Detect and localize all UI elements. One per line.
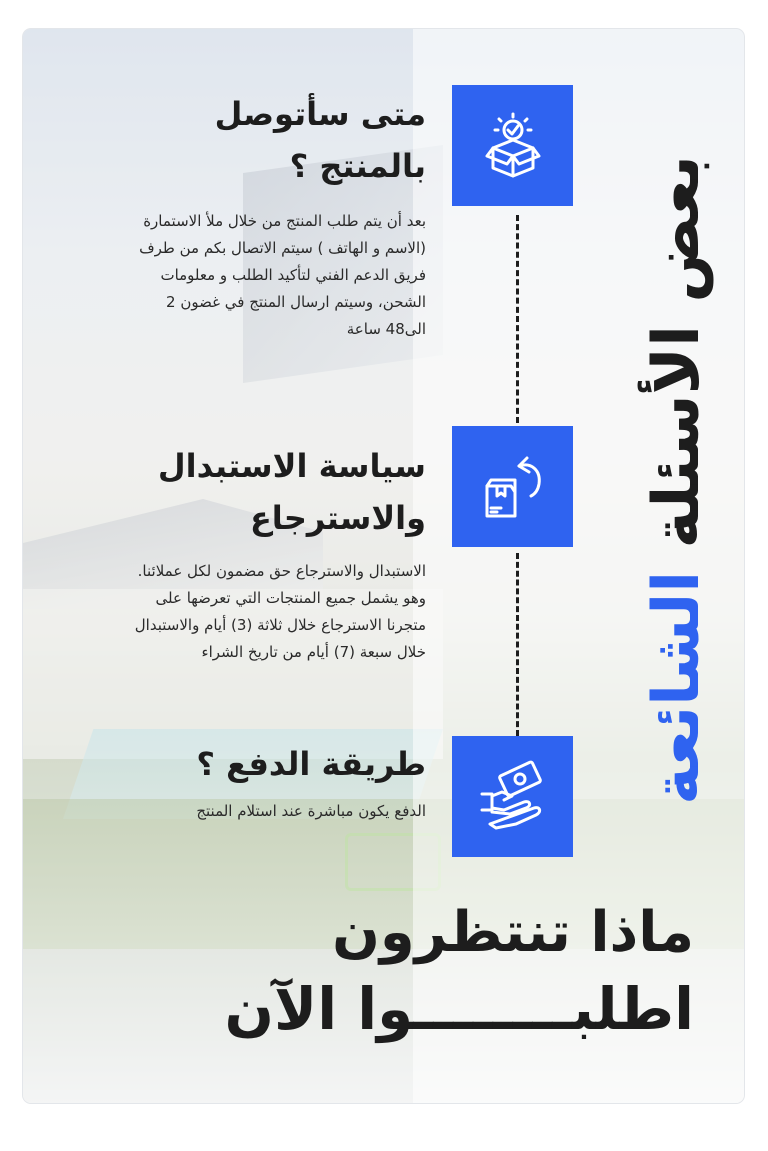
faq-body-line: الى48 ساعة (346, 320, 426, 338)
vertical-title-part2: الشائعة (640, 570, 714, 805)
icon-box-delivery (452, 85, 573, 206)
faq-body-line: فريق الدعم الفني لتأكيد الطلب و معلومات (160, 266, 426, 284)
cta-line-1: ماذا تنتظرون (332, 900, 694, 965)
cta-text (30, 900, 694, 1044)
faq-body-line: الدفع يكون مباشرة عند استلام المنتج (196, 802, 426, 820)
faq-item-delivery (36, 88, 426, 343)
cash-hand-icon (476, 760, 550, 834)
faq-body-line: خلال سبعة (7) أيام من تاريخ الشراء (201, 643, 426, 661)
faq-body-line: متجرنا الاسترجاع خلال ثلاثة (3) أيام والاستبدال (134, 616, 426, 634)
icon-box-payment (452, 736, 573, 857)
faq-title-line: طريقة الدفع ؟ (196, 745, 426, 783)
cta-line-2: اطلبــــــــوا الآن (224, 975, 694, 1043)
box-check-icon (477, 110, 549, 182)
faq-body-line: (الاسم و الهاتف ) سيتم الاتصال بكم من طرف (139, 239, 426, 257)
faq-title-line: بالمنتج ؟ (289, 147, 426, 185)
box-return-icon (475, 452, 551, 522)
faq-body-line: وهو يشمل جميع المنتجات التي تعرضها على (155, 589, 426, 607)
faq-title-line: سياسة الاستبدال (157, 447, 426, 485)
faq-title-line: متى سأتوصل (214, 95, 426, 133)
timeline-connector (516, 215, 519, 423)
faq-body-line: الاستبدال والاسترجاع حق مضمون لكل عملائنا. (137, 562, 426, 580)
faq-item-return-policy (20, 440, 426, 666)
faq-title-line: والاسترجاع (249, 499, 426, 537)
timeline-connector (516, 553, 519, 736)
icon-box-return (452, 426, 573, 547)
vertical-title (636, 85, 718, 875)
faq-item-payment (40, 738, 426, 825)
faq-body-line: الشحن، وسيتم ارسال المنتج في غضون 2 (166, 293, 426, 311)
vertical-title-part1: بعض الأسئلة (640, 155, 714, 549)
faq-body-line: بعد أن يتم طلب المنتج من خلال ملأ الاستمارة (143, 212, 426, 230)
